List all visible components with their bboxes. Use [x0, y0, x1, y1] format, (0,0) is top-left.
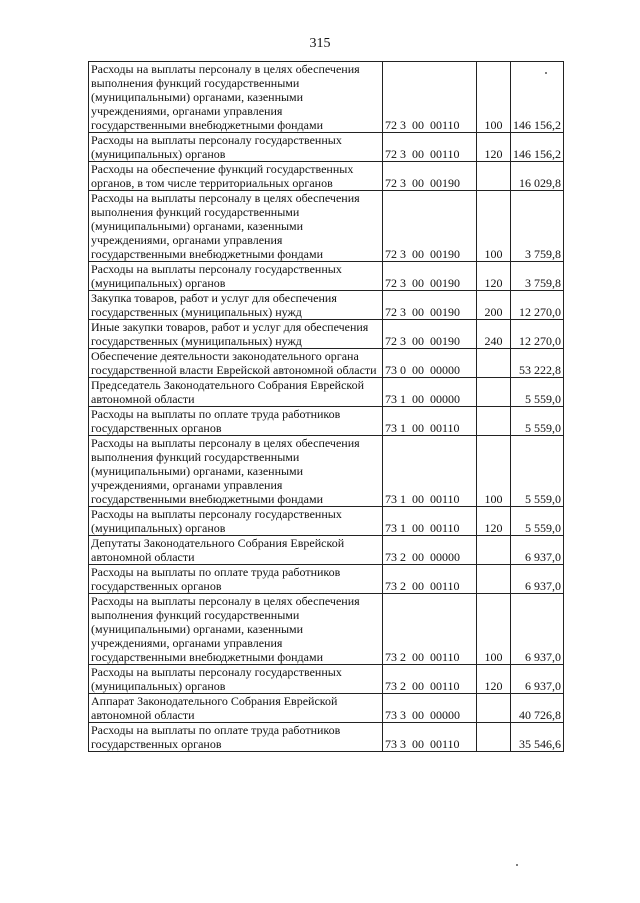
csr-cell: 73 1 00 00110	[383, 507, 477, 536]
csr-cell: 72 3 00 00190	[383, 162, 477, 191]
sum-cell: 3 759,8	[511, 191, 564, 262]
vr-cell	[477, 349, 511, 378]
sum-cell: 53 222,8	[511, 349, 564, 378]
vr-cell	[477, 407, 511, 436]
table-row	[89, 536, 564, 565]
csr-cell: 73 2 00 00110	[383, 594, 477, 665]
vr-cell	[477, 378, 511, 407]
table-row	[89, 133, 564, 162]
name-cell: Закупка товаров, работ и услуг для обеспечения государственных (муниципальных) нужд	[89, 291, 383, 320]
csr-cell: 72 3 00 00190	[383, 191, 477, 262]
name-cell: Расходы на выплаты персоналу государственных (муниципальных) органов	[89, 262, 383, 291]
vr-cell	[477, 723, 511, 752]
vr-cell	[477, 536, 511, 565]
table-row	[89, 62, 564, 133]
name-cell: Расходы на выплаты персоналу в целях обеспечения выполнения функций государственными (муниципальными) органами, казенными учреждениями, органами управления государственными внебюджетными фондами	[89, 436, 383, 507]
name-cell: Расходы на выплаты персоналу в целях обеспечения выполнения функций государственными (муниципальными) органами, казенными учреждениями, органами управления государственными внебюджетными фондами	[89, 62, 383, 133]
name-cell: Обеспечение деятельности законодательного органа государственной власти Еврейской автономной области	[89, 349, 383, 378]
name-cell: Расходы на выплаты персоналу в целях обеспечения выполнения функций государственными (муниципальными) органами, казенными учреждениями, органами управления государственными внебюджетными фондами	[89, 594, 383, 665]
csr-cell: 72 3 00 00110	[383, 62, 477, 133]
name-cell: Расходы на выплаты персоналу в целях обеспечения выполнения функций государственными (муниципальными) органами, казенными учреждениями, органами управления государственными внебюджетными фондами	[89, 191, 383, 262]
table-row	[89, 507, 564, 536]
name-cell: Расходы на выплаты по оплате труда работников государственных органов	[89, 407, 383, 436]
vr-cell: 120	[477, 665, 511, 694]
sum-cell: 16 029,8	[511, 162, 564, 191]
name-cell: Расходы на обеспечение функций государственных органов, в том числе территориальных органов	[89, 162, 383, 191]
name-cell: Иные закупки товаров, работ и услуг для обеспечения государственных (муниципальных) нужд	[89, 320, 383, 349]
table-row	[89, 378, 564, 407]
csr-cell: 73 0 00 00000	[383, 349, 477, 378]
vr-cell: 120	[477, 507, 511, 536]
name-cell: Расходы на выплаты персоналу государственных (муниципальных) органов	[89, 665, 383, 694]
table-row	[89, 436, 564, 507]
sum-cell: 146 156,2	[511, 62, 564, 133]
sum-cell: 146 156,2	[511, 133, 564, 162]
csr-cell: 73 1 00 00000	[383, 378, 477, 407]
sum-cell: 6 937,0	[511, 594, 564, 665]
sum-cell: 6 937,0	[511, 536, 564, 565]
table-row	[89, 162, 564, 191]
sum-cell: 5 559,0	[511, 407, 564, 436]
vr-cell	[477, 694, 511, 723]
vr-cell: 120	[477, 262, 511, 291]
csr-cell: 72 3 00 00190	[383, 262, 477, 291]
csr-cell: 73 2 00 00110	[383, 565, 477, 594]
csr-cell: 73 2 00 00110	[383, 665, 477, 694]
table-row	[89, 407, 564, 436]
scan-speck	[516, 864, 518, 866]
table-row	[89, 320, 564, 349]
vr-cell	[477, 162, 511, 191]
name-cell: Председатель Законодательного Собрания Еврейской автономной области	[89, 378, 383, 407]
vr-cell: 120	[477, 133, 511, 162]
csr-cell: 72 3 00 00110	[383, 133, 477, 162]
scan-speck	[545, 72, 547, 74]
sum-cell: 35 546,6	[511, 723, 564, 752]
csr-cell: 72 3 00 00190	[383, 320, 477, 349]
csr-cell: 73 3 00 00000	[383, 694, 477, 723]
sum-cell: 5 559,0	[511, 507, 564, 536]
csr-cell: 72 3 00 00190	[383, 291, 477, 320]
table-row	[89, 349, 564, 378]
table-row	[89, 291, 564, 320]
vr-cell: 200	[477, 291, 511, 320]
sum-cell: 5 559,0	[511, 378, 564, 407]
vr-cell	[477, 565, 511, 594]
name-cell: Расходы на выплаты по оплате труда работников государственных органов	[89, 723, 383, 752]
table-row	[89, 565, 564, 594]
csr-cell: 73 3 00 00110	[383, 723, 477, 752]
table-row	[89, 191, 564, 262]
budget-table	[88, 61, 564, 752]
sum-cell: 6 937,0	[511, 565, 564, 594]
budget-table-body	[89, 62, 564, 752]
sum-cell: 12 270,0	[511, 291, 564, 320]
table-row	[89, 262, 564, 291]
vr-cell: 100	[477, 62, 511, 133]
vr-cell: 100	[477, 594, 511, 665]
sum-cell: 5 559,0	[511, 436, 564, 507]
csr-cell: 73 2 00 00000	[383, 536, 477, 565]
sum-cell: 12 270,0	[511, 320, 564, 349]
name-cell: Расходы на выплаты по оплате труда работников государственных органов	[89, 565, 383, 594]
sum-cell: 40 726,8	[511, 694, 564, 723]
vr-cell: 100	[477, 191, 511, 262]
table-row	[89, 594, 564, 665]
csr-cell: 73 1 00 00110	[383, 436, 477, 507]
page-number: 315	[309, 36, 331, 51]
vr-cell: 100	[477, 436, 511, 507]
name-cell: Депутаты Законодательного Собрания Еврейской автономной области	[89, 536, 383, 565]
sum-cell: 6 937,0	[511, 665, 564, 694]
csr-cell: 73 1 00 00110	[383, 407, 477, 436]
vr-cell: 240	[477, 320, 511, 349]
name-cell: Аппарат Законодательного Собрания Еврейской автономной области	[89, 694, 383, 723]
table-row	[89, 694, 564, 723]
table-row	[89, 665, 564, 694]
table-row	[89, 723, 564, 752]
sum-cell: 3 759,8	[511, 262, 564, 291]
name-cell: Расходы на выплаты персоналу государственных (муниципальных) органов	[89, 133, 383, 162]
name-cell: Расходы на выплаты персоналу государственных (муниципальных) органов	[89, 507, 383, 536]
